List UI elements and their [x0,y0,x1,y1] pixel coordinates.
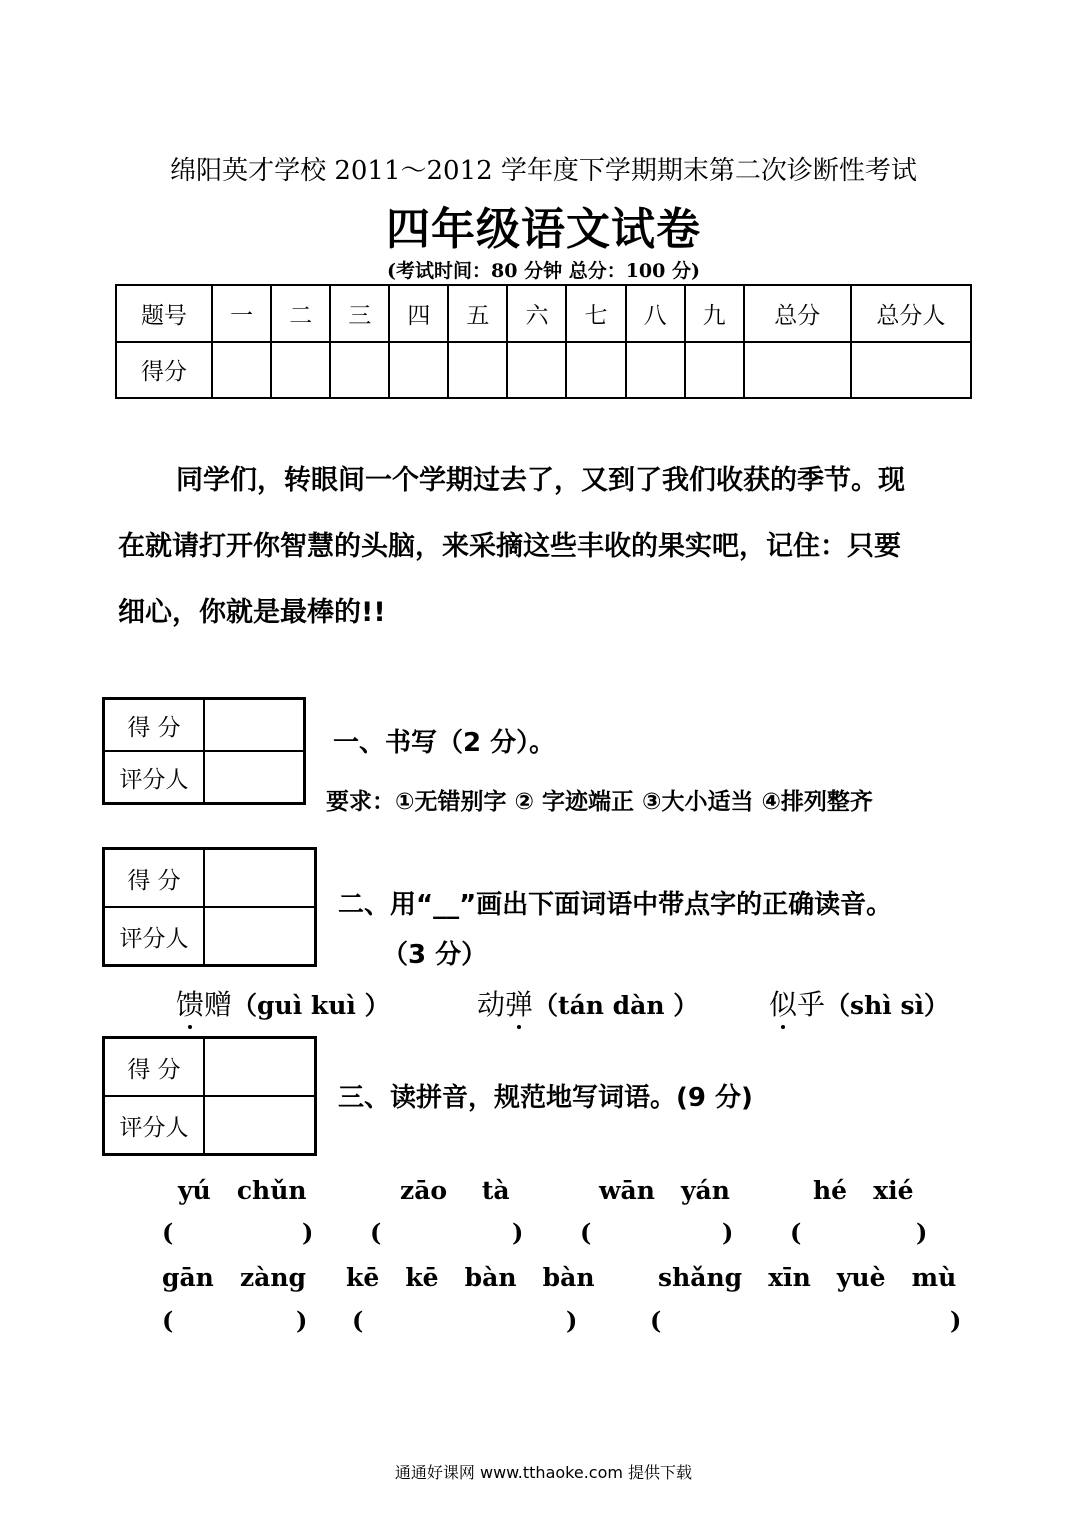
pinyin-word: gān zàng [162,1263,307,1292]
answer-paren-open: ( [790,1218,802,1247]
grade-box-grader-field[interactable] [204,907,315,965]
grade-box-1 [102,697,306,805]
grade-box-grader-label: 评分人 [104,751,204,803]
table-cell: 总分人 [851,285,971,342]
grade-box-score-label: 得 分 [104,699,204,751]
table-cell: 一 [212,285,271,342]
score-cell[interactable] [566,342,625,399]
table-cell: 七 [566,285,625,342]
section1-heading: 一、书写（2 分）。 [333,728,556,758]
section2-item [477,983,698,1023]
grade-box-grader-label: 评分人 [104,1096,204,1154]
grade-box-score-field[interactable] [204,849,315,907]
footer-watermark: 通通好课网 www.tthaoke.com 提供下载 [394,1463,693,1482]
dotted-char: 似 [769,983,797,1023]
score-cell[interactable] [685,342,744,399]
table-cell: 总分 [744,285,851,342]
answer-blank[interactable] [808,1218,912,1248]
table-cell: 三 [330,285,389,342]
pinyin-word: wān yán [599,1176,730,1205]
answer-paren-open: ( [352,1306,364,1335]
pinyin-options: （guì kuì ） [232,991,390,1020]
intro-line: 同学们，转眼间一个学期过去了，又到了我们收获的季节。现 [176,465,905,496]
answer-blank[interactable] [370,1306,562,1336]
word-char: 动 [477,988,506,1021]
answer-blank[interactable] [668,1306,946,1336]
table-cell: 五 [448,285,507,342]
section3-heading: 三、读拼音，规范地写词语。(9 分) [338,1083,753,1113]
score-cell[interactable] [271,342,330,399]
answer-paren-open: ( [580,1218,592,1247]
grade-box-grader-field[interactable] [204,751,304,803]
intro-paragraph [118,448,978,646]
word-char: 乎 [797,988,826,1021]
answer-paren-close: ) [296,1306,308,1335]
intro-line: 细心，你就是最棒的!! [118,597,386,628]
exam-meta: (考试时间：80 分钟 总分：100 分) [387,260,700,282]
pinyin-options: （shì sì） [825,991,950,1020]
section2-points: （3 分） [382,940,488,970]
score-cell[interactable] [744,342,851,399]
table-cell: 得分 [116,342,212,399]
answer-paren-close: ) [302,1218,314,1247]
score-table [115,284,972,399]
score-cell[interactable] [448,342,507,399]
score-table-score-row [116,342,971,399]
exam-title: 四年级语文试卷 [386,204,701,255]
answer-paren-open: ( [162,1218,174,1247]
grade-box-score-label: 得 分 [104,1038,204,1096]
grade-box-score-label: 得 分 [104,849,204,907]
score-cell[interactable] [851,342,971,399]
answer-paren-close: ) [566,1306,578,1335]
answer-blank[interactable] [388,1218,508,1248]
pinyin-options: （tán dàn ） [533,991,699,1020]
dotted-char: 馈 [176,983,204,1023]
score-cell[interactable] [389,342,448,399]
grade-box-2 [102,847,317,967]
answer-blank[interactable] [180,1306,292,1336]
pinyin-word: zāo tà [400,1176,510,1205]
exam-subtitle: 绵阳英才学校 2011～2012 学年度下学期期末第二次诊断性考试 [170,156,917,186]
grade-box-3 [102,1036,317,1156]
score-cell[interactable] [507,342,566,399]
table-cell: 九 [685,285,744,342]
section2-heading: 二、用“__”画出下面词语中带点字的正确读音。 [338,890,893,920]
answer-paren-close: ) [916,1218,928,1247]
answer-paren-close: ) [950,1306,962,1335]
grade-box-grader-field[interactable] [204,1096,315,1154]
answer-paren-open: ( [370,1218,382,1247]
grade-box-grader-label: 评分人 [104,907,204,965]
table-cell: 二 [271,285,330,342]
table-cell: 六 [507,285,566,342]
pinyin-word: yú chǔn [178,1176,307,1205]
answer-blank[interactable] [598,1218,718,1248]
pinyin-word: hé xié [813,1176,914,1205]
section1-requirement: 要求：①无错别字 ② 字迹端正 ③大小适当 ④排列整齐 [326,789,873,815]
table-cell: 四 [389,285,448,342]
pinyin-word: kē kē bàn bàn [346,1263,595,1292]
grade-box-score-field[interactable] [204,699,304,751]
score-cell[interactable] [626,342,685,399]
answer-paren-close: ) [512,1218,524,1247]
score-cell[interactable] [212,342,271,399]
answer-paren-open: ( [162,1306,174,1335]
answer-paren-open: ( [650,1306,662,1335]
section2-item [176,983,390,1023]
grade-box-score-field[interactable] [204,1038,315,1096]
intro-line: 在就请打开你智慧的头脑，来采摘这些丰收的果实吧，记住：只要 [118,531,901,562]
word-char: 赠 [204,988,233,1021]
score-cell[interactable] [330,342,389,399]
table-cell: 八 [626,285,685,342]
pinyin-word: shǎng xīn yuè mù [658,1263,957,1292]
answer-blank[interactable] [180,1218,298,1248]
dotted-char: 弹 [505,983,533,1023]
section2-item [769,983,949,1023]
table-cell: 题号 [116,285,212,342]
score-table-header-row [116,285,971,342]
answer-paren-close: ) [722,1218,734,1247]
